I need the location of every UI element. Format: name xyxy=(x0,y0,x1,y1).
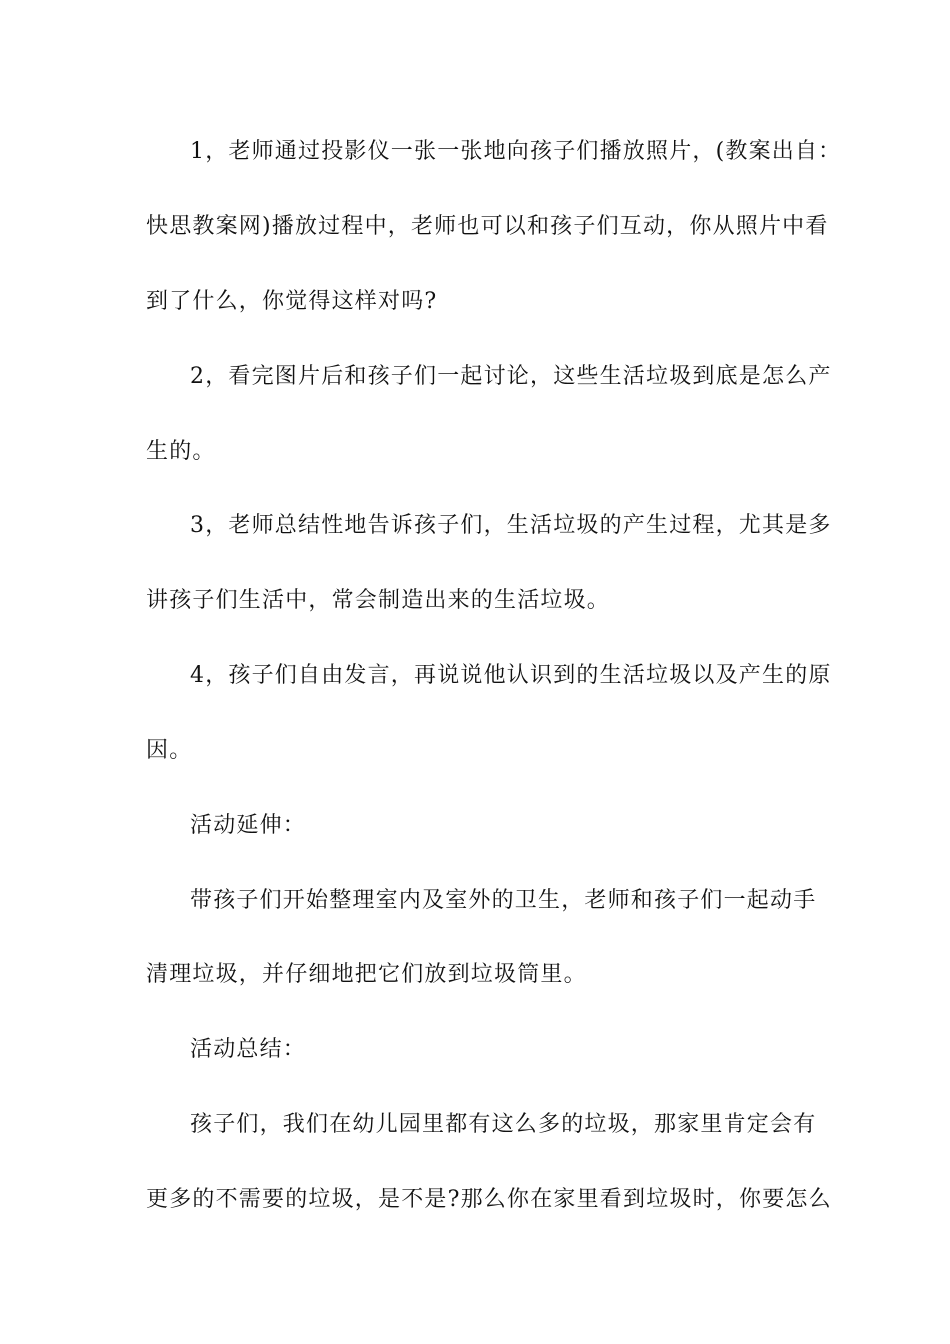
paragraph-1-line-3: 到了什么，你觉得这样对吗? xyxy=(146,289,438,314)
paragraph-2-line-1: 2，看完图片后和孩子们一起讨论，这些生活垃圾到底是怎么产 xyxy=(190,364,832,389)
section-heading-summary: 活动总结： xyxy=(190,1037,307,1062)
paragraph-4-line-2: 因。 xyxy=(146,738,193,763)
paragraph-1-line-1: 1，老师通过投影仪一张一张地向孩子们播放照片，(教案出自： xyxy=(190,139,842,164)
paragraph-6-line-2: 清理垃圾，并仔细地把它们放到垃圾筒里。 xyxy=(146,962,587,987)
paragraph-4-line-1: 4，孩子们自由发言，再说说他认识到的生活垃圾以及产生的原 xyxy=(190,663,832,688)
paragraph-8-line-1: 孩子们，我们在幼儿园里都有这么多的垃圾，那家里肯定会有 xyxy=(190,1112,817,1137)
paragraph-3-line-2: 讲孩子们生活中，常会制造出来的生活垃圾。 xyxy=(146,588,611,613)
paragraph-6-line-1: 带孩子们开始整理室内及室外的卫生，老师和孩子们一起动手 xyxy=(190,888,817,913)
section-heading-extension: 活动延伸： xyxy=(190,813,307,838)
paragraph-8-line-2: 更多的不需要的垃圾，是不是?那么你在家里看到垃圾时，你要怎么 xyxy=(146,1187,832,1212)
paragraph-1-line-2: 快思教案网)播放过程中，老师也可以和孩子们互动，你从照片中看 xyxy=(146,214,829,239)
paragraph-3-line-1: 3，老师总结性地告诉孩子们，生活垃圾的产生过程，尤其是多 xyxy=(190,513,832,538)
paragraph-2-line-2: 生的。 xyxy=(146,439,216,464)
